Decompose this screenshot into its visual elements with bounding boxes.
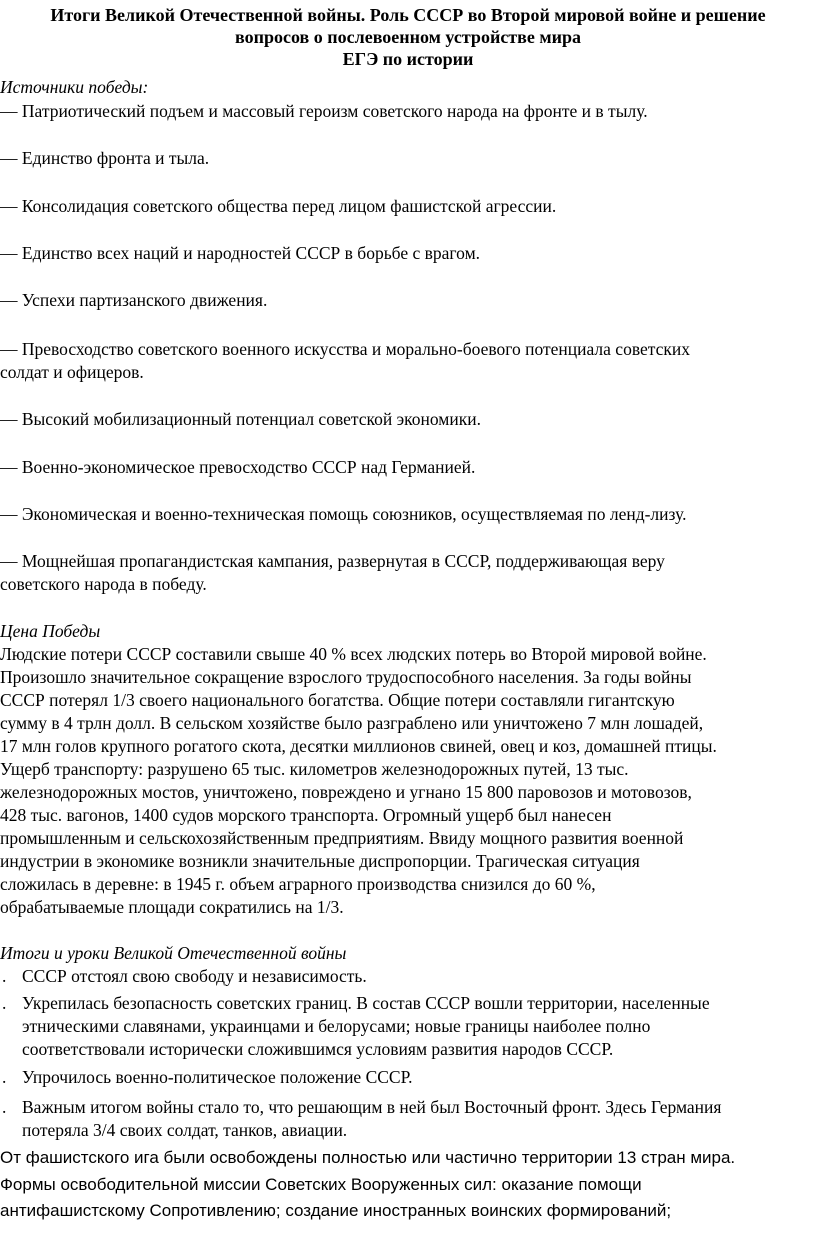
sources-item-7: — Высокий мобилизационный потенциал советской экономики. — [0, 409, 481, 429]
price-line-8: 428 тыс. вагонов, 1400 судов морского транспорта. Огромный ущерб был нанесен — [0, 805, 612, 825]
price-line-11: сложилась в деревне: в 1945 г. объем аграрного производства снизился до 60 %, — [0, 874, 596, 894]
results-item-1-marker: . — [2, 966, 7, 986]
price-heading: Цена Победы — [0, 621, 101, 641]
price-line-2: Произошло значительное сокращение взрослого трудоспособного населения. За годы войны — [0, 667, 692, 687]
sources-item-8: — Военно-экономическое превосходство СССР над Германией. — [0, 457, 476, 477]
page-title — [0, 4, 816, 70]
results-item-1: СССР отстоял свою свободу и независимость. — [22, 966, 367, 986]
title-line-1: Итоги Великой Отечественной войны. Роль СССР во Второй мировой войне и решение — [50, 5, 766, 25]
title-line-2: вопросов о послевоенном устройстве мира — [235, 27, 581, 47]
sources-item-5: — Успехи партизанского движения. — [0, 290, 268, 310]
price-line-9: промышленным и сельскохозяйственным предприятиям. Ввиду мощного развития военной — [0, 828, 684, 848]
sources-item-10-line-2: советского народа в победу. — [0, 574, 207, 594]
price-line-5: 17 млн голов крупного рогатого скота, десятки миллионов свиней, овец и коз, домашней птицы. — [0, 736, 717, 756]
price-line-7: железнодорожных мостов, уничтожено, повреждено и угнано 15 800 паровозов и мотовозов, — [0, 782, 692, 802]
sources-item-6-line-2: солдат и офицеров. — [0, 362, 144, 382]
footer-line-1: От фашистского ига были освобождены полностью или частично территории 13 стран мира. — [0, 1148, 736, 1167]
sources-heading: Источники победы: — [0, 77, 149, 97]
sources-item-2: — Единство фронта и тыла. — [0, 148, 210, 168]
results-item-4-line-2: потеряла 3/4 своих солдат, танков, авиации. — [22, 1120, 348, 1140]
price-line-4: сумму в 4 трлн долл. В сельском хозяйстве было разграблено или уничтожено 7 млн лошадей, — [0, 713, 704, 733]
results-item-4-line-1: Важным итогом войны стало то, что решающим в ней был Восточный фронт. Здесь Германия — [22, 1097, 722, 1117]
footer-line-2: Формы освободительной миссии Советских Вооруженных сил: оказание помощи — [0, 1175, 642, 1194]
price-line-3: СССР потерял 1/3 своего национального богатства. Общие потери составляли гигантскую — [0, 690, 675, 710]
sources-item-1: — Патриотический подъем и массовый героизм советского народа на фронте и в тылу. — [0, 101, 648, 121]
price-line-12: обрабатываемые площади сократились на 1/3. — [0, 897, 344, 917]
price-line-6: Ущерб транспорту: разрушено 65 тыс. километров железнодорожных путей, 13 тыс. — [0, 759, 629, 779]
results-item-2-line-3: соответствовали исторически сложившимся условиям развития народов СССР. — [22, 1039, 614, 1059]
price-line-1: Людские потери СССР составили свыше 40 % всех людских потерь во Второй мировой войне. — [0, 644, 707, 664]
results-item-2-line-2: этническими славянами, украинцами и белорусами; новые границы наиболее полно — [22, 1016, 651, 1036]
results-item-4-marker: . — [2, 1097, 7, 1117]
results-item-3-marker: . — [2, 1067, 7, 1087]
sources-item-6-line-1: — Превосходство советского военного искусства и морально-боевого потенциала советских — [0, 339, 691, 359]
sources-item-9: — Экономическая и военно-техническая помощь союзников, осуществляемая по ленд-лизу. — [0, 504, 687, 524]
sources-item-10-line-1: — Мощнейшая пропагандистская кампания, развернутая в СССР, поддерживающая веру — [0, 551, 665, 571]
results-item-2-line-1: Укрепилась безопасность советских границ. В состав СССР вошли территории, населенные — [22, 993, 710, 1013]
results-item-2-marker: . — [2, 993, 7, 1013]
results-item-3: Упрочилось военно-политическое положение СССР. — [22, 1067, 413, 1087]
title-line-3: ЕГЭ по истории — [342, 49, 474, 69]
price-line-10: индустрии в экономике возникли значительные диспропорции. Трагическая ситуация — [0, 851, 640, 871]
footer-line-3: антифашистскому Сопротивлению; создание иностранных воинских формирований; — [0, 1201, 672, 1220]
sources-item-4: — Единство всех наций и народностей СССР в борьбе с врагом. — [0, 243, 481, 263]
sources-item-3: — Консолидация советского общества перед лицом фашистской агрессии. — [0, 196, 557, 216]
results-heading: Итоги и уроки Великой Отечественной войны — [0, 943, 347, 963]
